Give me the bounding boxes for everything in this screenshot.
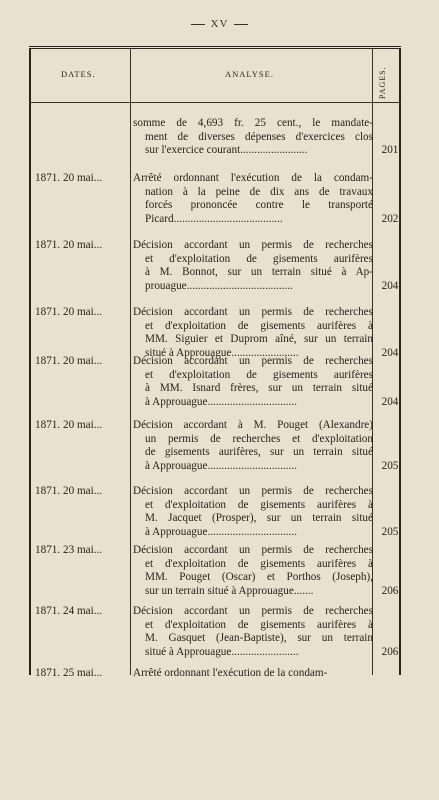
entry-line: Picard....................................... [145,212,283,225]
entry-page-number: 204 [381,346,399,359]
entry-date: 1871. 24 mai... [35,605,103,617]
folio-dash-right [234,24,248,25]
entry-line: situé à Approuague........................ [145,645,299,658]
entry-line: somme de 4,693 fr. 25 cent., le mandate- [133,117,373,129]
entry-line: Décision accordant un permis de recherches [133,355,373,367]
folio-number: XV [210,18,229,30]
entry-line: à Approuague................................ [145,395,297,408]
entry-line: Décision accordant à M. Pouget (Alexandre) [133,419,373,431]
entry-line: à MM. Isnard frères, sur un terrain situé [145,382,373,394]
entry-line: Décision accordant un permis de recherches [133,544,373,556]
entry-line: à Approuague................................ [145,525,297,538]
entry-analysis [133,605,373,659]
entry-line: un permis de recherches et d'exploitation [145,432,373,445]
entry-line: prouague...................................... [145,279,293,292]
entry-line: Arrêté ordonnant l'exécution de la condam- [133,172,373,184]
entry-line: Arrêté ordonnant l'exécution de la condam- [133,667,328,679]
entry-line: et d'exploitation de gisements aurifères [145,252,373,265]
entry-line: Décision accordant un permis de recherches [133,239,373,251]
entry-date: 1871. 25 mai... [35,667,103,679]
header-rule [29,102,401,103]
entry-line: sur l'exercice courant........................ [145,144,308,156]
entry-analysis [133,306,373,360]
entry-page-number: 204 [381,395,399,408]
entry-date: 1871. 20 mai... [35,419,103,431]
entry-analysis [133,239,373,293]
entry-line: Décision accordant un permis de recherches [133,306,373,318]
entry-line: ment de diverses dépenses d'exercices clos [145,130,373,143]
entry-line: et d'exploitation de gisements aurifères à [145,319,373,332]
entry-analysis [133,419,373,473]
entry-line: M. Gasquet (Jean-Baptiste), sur un terrain [145,632,373,644]
column-header-dates: DATES. [61,69,96,79]
table-border-right [399,49,401,675]
entry-line: à Approuague................................ [145,459,297,472]
entry-analysis [133,117,373,158]
entry-page-number: 205 [381,525,399,538]
entry-page-number: 206 [381,645,399,658]
entry-page-number: 205 [381,459,399,472]
entry-analysis [133,355,373,409]
entry-line: de gisements aurifères, sur un terrain situé [145,446,373,458]
entry-line: nation à la peine de dix ans de travaux [145,185,373,198]
entry-line: sur un terrain situé à Approuague....... [145,584,314,597]
index-table [29,46,401,679]
table-border-left [29,49,31,675]
page-folio [0,18,439,30]
entry-line: M. Jacquet (Prosper), sur un terrain situé [145,512,373,524]
entry-analysis [133,667,373,681]
entry-date: 1871. 23 mai... [35,544,103,556]
entry-line: MM. Siguier et Duprom aîné, sur un terrain [145,333,373,345]
entry-line: Décision accordant un permis de recherches [133,605,373,617]
entry-analysis [133,172,373,226]
entry-date: 1871. 20 mai... [35,239,103,251]
entry-line: et d'exploitation de gisements aurifères à [145,557,373,570]
entry-analysis [133,544,373,598]
entry-line: et d'exploitation de gisements aurifères à [145,498,373,511]
entry-analysis [133,485,373,539]
entry-page-number: 204 [381,279,399,292]
entry-date: 1871. 20 mai... [35,485,103,497]
entry-date: 1871. 20 mai... [35,172,103,184]
entry-line: Décision accordant un permis de recherches [133,485,373,497]
entry-page-number: 201 [381,144,399,156]
entry-line: forcés prononcée contre le transporté [145,199,373,211]
entry-line: et d'exploitation de gisements aurifères [145,368,373,381]
column-header-analyse: ANALYSE. [225,69,274,79]
column-header-pages: PAGES. [378,66,387,99]
entry-line: et d'exploitation de gisements aurifères à [145,618,373,631]
entry-page-number: 206 [381,584,399,597]
entry-date: 1871. 20 mai... [35,306,103,318]
entry-line: situé à Approuague........................ [145,346,299,359]
entry-date: 1871. 20 mai... [35,355,103,367]
folio-dash-left [191,24,205,25]
entry-page-number: 202 [381,212,399,225]
column-divider-dates [130,49,131,675]
entry-line: MM. Pouget (Oscar) et Porthos (Joseph), [145,571,373,583]
entry-line: à M. Bonnot, sur un terrain situé à Ap- [145,266,373,278]
